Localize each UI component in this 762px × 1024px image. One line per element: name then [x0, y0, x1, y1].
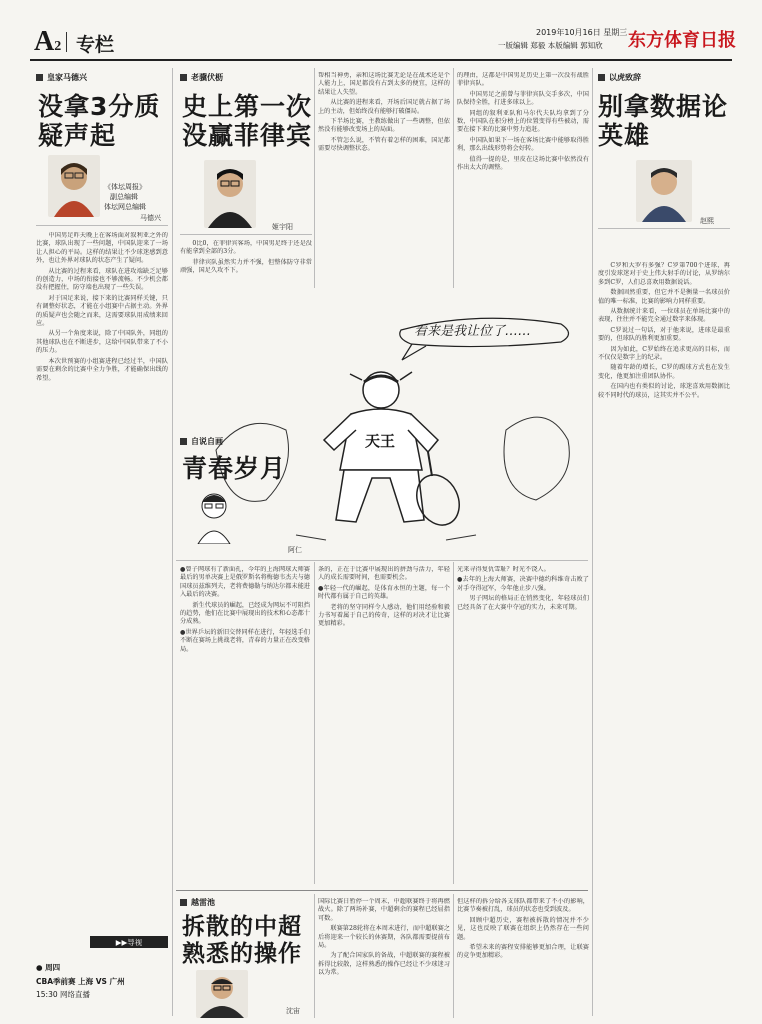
editor-credits: 一版编辑 郑毅 本版编辑 郭知欣 [498, 41, 603, 50]
paragraph: 同组的叙利亚队和马尔代夫队均拿到了分数，中国队在积分榜上的位置变得有些被动，需要在接下来的比赛中努力追赶。 [457, 109, 589, 134]
paragraph: 中国男足昨天晚上在客场面对叙利亚之外的比赛，球队出现了一些问题，中国队迎来了一场让人担心的平局。这样的结果让不少球迷感到意外，也让外界对球队的状态产生了疑问。 [36, 232, 168, 265]
cartoon-shirt-text: 天王 [365, 432, 396, 450]
column-rule [172, 68, 173, 1016]
paragraph: 新生代球员的崛起，已经成为网坛不可阻挡的趋势，他们在比赛中展现出的技术和心态都十分成熟。 [180, 601, 310, 626]
headline-bottom: 拆散的中超熟悉的操作 [182, 914, 302, 967]
paragraph: ●年轻一代的崛起，是体育永恒的主题，每一个时代都有属于自己的英雄。 [318, 584, 450, 601]
issue-date: 2019年10月16日 星期三 [536, 28, 628, 37]
headline-mid: 青春岁月 [182, 454, 287, 483]
divider [598, 228, 730, 229]
author-byline-1: 马德兴 [140, 214, 161, 222]
tag-square-icon [180, 438, 187, 445]
header-divider [66, 32, 67, 52]
column-tag-mid: 自说自画 [180, 436, 223, 447]
column-rule [453, 562, 454, 884]
paragraph: 从比赛的过程来看，球队在进攻端缺乏足够的创造力，中场的衔接也不够流畅。不少机会都没有把握住，防守端也出现了一些失误。 [36, 267, 168, 292]
paragraph: ●去年的上海大师赛，决赛中德约科维奇击败了对手夺得冠军，今年他止步八强。 [457, 576, 589, 592]
paragraph: 男子网坛的格局正在悄然变化，年轻球员们已经具备了在大赛中夺冠的实力，未来可期。 [457, 595, 589, 611]
header-rule [30, 59, 732, 61]
column-rule [314, 68, 315, 288]
divider [176, 890, 588, 891]
headline-2: 史上第一次没赢菲律宾 [182, 92, 313, 150]
article-body-4 [598, 262, 730, 1008]
cartoon-illustration [176, 290, 588, 556]
paragraph: 本次世预赛的小组赛进程已经过半，中国队需要在剩余的比赛中全力争胜，才能确保出线的希望。 [36, 357, 168, 382]
paragraph: 从另一个角度来说，除了中国队外，同组的其他球队也在不断进步，这给中国队带来了不小的压力。 [36, 330, 168, 355]
paragraph: 在国内也有类似的讨论，球迷喜欢用数据比较不同时代的球员，这其实并不公平。 [598, 383, 730, 399]
paragraph: 从比赛的进程来看，开场后国足就占据了场上的主动，但始终没有能够打破僵局。 [318, 99, 450, 115]
paragraph: 下半场比赛，主教练做出了一些调整，但依然没有能够改变场上的局面。 [318, 118, 450, 134]
article-body-bottom-1 [318, 898, 450, 1018]
article-body-mid-3 [457, 566, 589, 884]
column-rule [453, 894, 454, 1018]
author-photo-2 [204, 160, 256, 228]
divider [180, 234, 312, 235]
author-role-2: 副总编辑 [110, 193, 138, 201]
author-role-3: 体坛网总编辑 [104, 203, 146, 211]
headline-1: 没拿3分质疑声起 [38, 92, 161, 150]
paragraph: C罗说过一句话，对于他来说，进球是最重要的，但球队的胜利更加重要。 [598, 326, 730, 343]
column-tag-bottom: 越雷池 [180, 897, 215, 908]
tag-square-icon [180, 74, 187, 81]
column-tag-1: 皇家马德兴 [36, 72, 87, 83]
paragraph: 随着年龄的增长，C罗的踢球方式也在发生变化，他更加注重团队协作。 [598, 364, 730, 380]
paragraph: 联赛第28轮将在本周末进行，而中超联赛之后将迎来一个较长的休赛期，各队都需要提前布局。 [318, 925, 450, 950]
paragraph: 光来寻得复仇雪耻？时光不饶人。 [457, 566, 550, 573]
tag-square-icon [598, 74, 605, 81]
paragraph: 菲律宾队虽然实力并不强，但整体防守非常顽强，国足久攻不下。 [180, 258, 312, 275]
column-tag-2: 老骥伏枥 [180, 72, 223, 83]
schedule-time: 15:30 网络直播 [36, 990, 90, 999]
next-page-banner: ▶▶ 导视 [90, 936, 168, 948]
cartoon-speech-bubble: 看来是我让位了…… [414, 324, 532, 339]
cartoonist-byline: 阿仁 [288, 546, 302, 554]
author-byline-bottom: 沈宙 [286, 1007, 300, 1015]
section-title: 专栏 [76, 34, 115, 56]
paragraph: 中国队如果下一场在客场比赛中能够取得胜利，那么出线形势将会好转。 [457, 136, 589, 153]
schedule-match: CBA季前赛 上海 VS 广州 [36, 977, 125, 986]
newspaper-logo: 东方体育日报 [628, 30, 736, 51]
paragraph: 的理由，这都是中国男足历史上第一次没有战胜菲律宾队。 [457, 72, 589, 88]
author-photo-1 [48, 155, 100, 217]
paragraph: 中国男足之前曾与菲律宾队交手多次，中国队保持全胜，打进多球以上。 [457, 90, 589, 107]
paragraph: 因为如此，C罗始终在追求更高的目标，而不仅仅是数字上的纪录。 [598, 345, 730, 362]
paragraph: 条的，正在于比赛中展现出的拼劲与活力，年轻人的成长需要时间，也需要机会。 [318, 566, 450, 582]
article-body-bottom-2 [457, 898, 589, 1018]
article-body-mid-2 [318, 566, 450, 884]
paragraph: 国际比赛日暂停一个周末，中超联赛终于将再燃战火。除了两场补赛，中超剩余的赛程已经屈指可数。 [318, 898, 450, 922]
paragraph: 对于国足来说，接下来的比赛同样关键，只有调整好状态，才能在小组赛中占据主动。外界的质疑声也会随之而来，这需要球队用成绩来回应。 [36, 294, 168, 328]
paragraph: ●世界乒坛的新旧交替同样在进行，年轻选手们不断在赛场上挑战老将，青春的力量正在改变格局。 [180, 628, 310, 653]
page-number: A2 [34, 26, 62, 57]
author-byline-2: 姬宇阳 [272, 223, 293, 231]
article-body-2 [318, 72, 450, 278]
tag-square-icon [180, 899, 187, 906]
cartoonist-sketch [192, 488, 236, 544]
paragraph: 为了配合国家队的备战，中超联赛的赛程被拆得比较散，这样熟悉的操作已经让不少球迷习以为常。 [318, 952, 450, 977]
paragraph: ●曾子网球有了新面孔，今年的上海网球大师赛最后的男单决赛上是俄罗斯名将梅德韦杰夫与德国球员兹维列夫，老将费德勒与纳达尔都未能进入最后的决赛。 [180, 566, 310, 599]
paragraph: 回顾中超历史，赛程被拆散的情况并不少见，这也反映了联赛在组织上仍然存在一些问题。 [457, 916, 589, 941]
paragraph: 不管怎么说，不管有着怎样的困难，国足都需要尽快调整状态。 [318, 136, 450, 153]
divider [176, 560, 588, 561]
author-photo-4 [636, 160, 692, 222]
paragraph: 值得一提的是，里皮在这场比赛中依然没有作出太大的调整。 [457, 155, 589, 172]
column-rule [453, 68, 454, 288]
article-body-3 [457, 72, 589, 278]
column-rule [314, 562, 315, 884]
column-rule [592, 68, 593, 1016]
paragraph: 希望未来的赛程安排能够更加合理，让联赛的竞争更加精彩。 [457, 944, 589, 960]
paragraph: 数据固然重要，但它并不是衡量一名球员价值的唯一标准，比赛的影响力同样重要。 [598, 289, 730, 305]
schedule-day: ● 周四 [36, 963, 61, 972]
paragraph: 但这样的拆分给各支球队都带来了不小的影响，比赛节奏被打乱，球员的状态也受到波及。 [457, 898, 589, 914]
author-photo-bottom [196, 970, 248, 1018]
tag-square-icon [36, 74, 43, 81]
headline-4: 别拿数据论英雄 [598, 92, 729, 150]
author-byline-4: 赵熙 [700, 217, 714, 225]
column-tag-4: 以虎致辞 [598, 72, 641, 83]
article-intro-2 [180, 240, 312, 278]
author-role-1: 《体坛周报》 [104, 183, 146, 191]
column-rule [314, 894, 315, 1018]
paragraph: 老将的坚守同样令人感动，他们用经验和毅力书写着属于自己的传奇，这样的对决才让比赛更加精彩。 [318, 603, 450, 628]
paragraph: C罗和大罗有多强？C罗第700个进球，再度引发球迷对于史上伟大射手的讨论，从罗纳尔多到C罗，人们总喜欢用数据说话。 [598, 262, 730, 286]
divider [36, 225, 168, 226]
paragraph: 帮相当神勇，亲和这场比赛无论是在战术还是个人能力上，国足都没有占到太多的便宜，这样的结果让人失望。 [318, 72, 450, 96]
paragraph: 从数据统计来看，一位球员在单场比赛中的表现，往往并不能完全通过数字来体现。 [598, 308, 730, 324]
article-body-mid-1 [180, 566, 310, 884]
paragraph: 0比0，在菲律宾客场，中国男足终于还是没有能拿到全部的3分。 [180, 240, 312, 256]
article-body-1 [36, 232, 168, 924]
